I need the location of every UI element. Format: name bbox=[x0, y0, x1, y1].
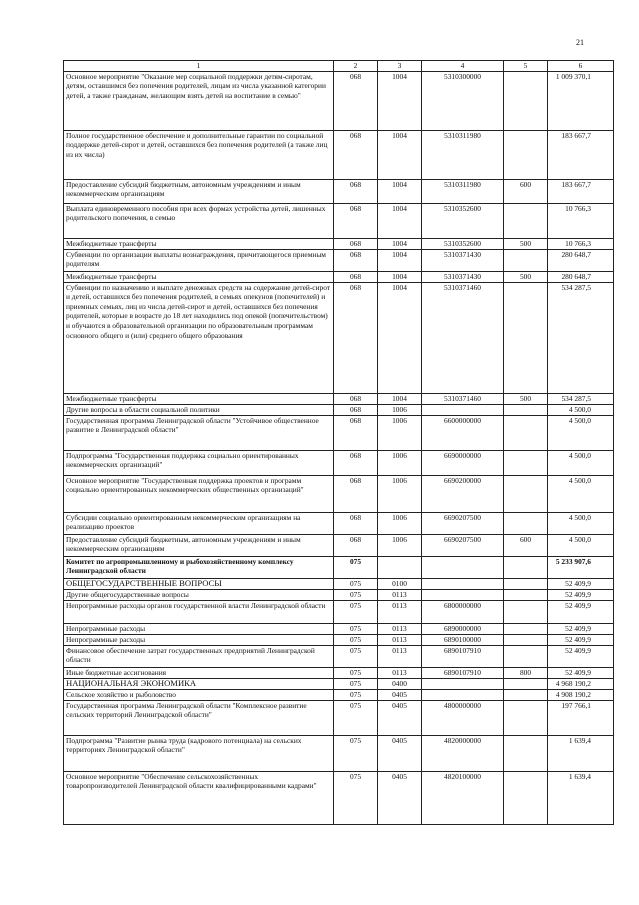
row-name: ОБЩЕГОСУДАРСТВЕННЫЕ ВОПРОСЫ bbox=[64, 578, 334, 589]
table-row bbox=[64, 203, 614, 238]
row-name: Субвенции по назначению и выплате денежных средств на содержание детей-сирот и детей, оставшихся без попечения родителей, в семьях опекунов (попечителей) и приемных семьях, лиц из числа детей-сирот и детей, оставшихся без попечения родителей, которые в возрасте до 18 лет находились под опекой (попечительством) и обучаются в образовательной организации по образовательным программам основного общего и (или) среднего общего образования bbox=[64, 282, 334, 393]
row-section-code: 0113 bbox=[378, 645, 422, 667]
row-ministry-code: 068 bbox=[334, 249, 378, 271]
row-target-code bbox=[422, 589, 504, 600]
row-expense-type bbox=[504, 589, 548, 600]
row-target-code: 4820000000 bbox=[422, 735, 504, 771]
row-expense-type: 600 bbox=[504, 534, 548, 556]
row-name: Государственная программа Ленинградской области "Устойчивое общественное развитие в Ленинградской области" bbox=[64, 415, 334, 450]
row-amount: 10 766,3 bbox=[548, 238, 614, 249]
row-amount: 183 667,7 bbox=[548, 130, 614, 179]
table-row bbox=[64, 645, 614, 667]
row-ministry-code: 075 bbox=[334, 578, 378, 589]
row-ministry-code: 068 bbox=[334, 71, 378, 130]
row-name: Субсидии социально ориентированным некоммерческим организациям на реализацию проектов bbox=[64, 512, 334, 534]
row-ministry-code: 068 bbox=[334, 130, 378, 179]
row-name: Сельское хозяйство и рыболовство bbox=[64, 689, 334, 700]
header-cell: 1 bbox=[64, 61, 334, 72]
row-ministry-code: 075 bbox=[334, 689, 378, 700]
table-row bbox=[64, 556, 614, 578]
row-target-code: 6890000000 bbox=[422, 623, 504, 634]
row-section-code: 1004 bbox=[378, 271, 422, 282]
row-section-code: 1004 bbox=[378, 203, 422, 238]
row-target-code bbox=[422, 678, 504, 689]
row-target-code bbox=[422, 689, 504, 700]
row-ministry-code: 068 bbox=[334, 203, 378, 238]
row-name: Подпрограмма "Государственная поддержка социально ориентированных некоммерческих организаций" bbox=[64, 450, 334, 475]
row-amount: 534 287,5 bbox=[548, 282, 614, 393]
row-expense-type bbox=[504, 415, 548, 450]
row-section-code: 0113 bbox=[378, 589, 422, 600]
row-ministry-code: 075 bbox=[334, 556, 378, 578]
row-expense-type bbox=[504, 475, 548, 512]
row-section-code: 1004 bbox=[378, 282, 422, 393]
table-row bbox=[64, 623, 614, 634]
row-section-code: 0113 bbox=[378, 600, 422, 623]
row-ministry-code: 075 bbox=[334, 735, 378, 771]
table-row bbox=[64, 735, 614, 771]
header-cell: 4 bbox=[422, 61, 504, 72]
row-section-code: 1006 bbox=[378, 404, 422, 415]
table-row bbox=[64, 512, 614, 534]
header-row bbox=[64, 61, 614, 72]
row-amount: 52 409,9 bbox=[548, 667, 614, 678]
row-ministry-code: 075 bbox=[334, 678, 378, 689]
row-target-code: 6800000000 bbox=[422, 600, 504, 623]
row-ministry-code: 068 bbox=[334, 271, 378, 282]
row-target-code: 6690000000 bbox=[422, 450, 504, 475]
row-name: Выплата единовременного пособия при всех формах устройства детей, лишенных родительского попечения, в семью bbox=[64, 203, 334, 238]
table-row bbox=[64, 130, 614, 179]
table-row bbox=[64, 475, 614, 512]
table-row bbox=[64, 589, 614, 600]
row-ministry-code: 068 bbox=[334, 512, 378, 534]
row-ministry-code: 068 bbox=[334, 415, 378, 450]
row-name: Полное государственное обеспечение и дополнительные гарантии по социальной поддержке детей-сирот и детей, оставшихся без попечения родителей (а также лиц из их числа) bbox=[64, 130, 334, 179]
row-amount: 4 500,0 bbox=[548, 475, 614, 512]
row-name: Основное мероприятие "Обеспечение сельскохозяйственных товаропроизводителей Ленинградской области квалифицированными кадрами" bbox=[64, 771, 334, 824]
row-section-code: 0405 bbox=[378, 771, 422, 824]
row-expense-type: 600 bbox=[504, 179, 548, 203]
table-row bbox=[64, 179, 614, 203]
row-expense-type bbox=[504, 678, 548, 689]
row-target-code: 5310371460 bbox=[422, 282, 504, 393]
header-cell: 2 bbox=[334, 61, 378, 72]
row-expense-type bbox=[504, 450, 548, 475]
row-section-code: 0405 bbox=[378, 689, 422, 700]
row-name: Межбюджетные трансферты bbox=[64, 238, 334, 249]
row-section-code bbox=[378, 556, 422, 578]
row-target-code bbox=[422, 556, 504, 578]
row-amount: 4 968 190,2 bbox=[548, 678, 614, 689]
row-expense-type bbox=[504, 71, 548, 130]
row-target-code: 6690207500 bbox=[422, 512, 504, 534]
row-section-code: 1004 bbox=[378, 249, 422, 271]
row-ministry-code: 068 bbox=[334, 179, 378, 203]
row-name: Межбюджетные трансферты bbox=[64, 393, 334, 404]
row-ministry-code: 075 bbox=[334, 771, 378, 824]
row-amount: 280 648,7 bbox=[548, 249, 614, 271]
row-ministry-code: 068 bbox=[334, 282, 378, 393]
table-row bbox=[64, 667, 614, 678]
row-expense-type bbox=[504, 735, 548, 771]
table-row bbox=[64, 634, 614, 645]
row-amount: 183 667,7 bbox=[548, 179, 614, 203]
row-section-code: 1006 bbox=[378, 512, 422, 534]
row-expense-type bbox=[504, 645, 548, 667]
row-amount: 197 766,1 bbox=[548, 700, 614, 735]
row-expense-type bbox=[504, 512, 548, 534]
row-section-code: 0405 bbox=[378, 700, 422, 735]
row-ministry-code: 068 bbox=[334, 534, 378, 556]
row-amount: 4 500,0 bbox=[548, 534, 614, 556]
row-ministry-code: 075 bbox=[334, 589, 378, 600]
row-ministry-code: 075 bbox=[334, 667, 378, 678]
row-name: Другие вопросы в области социальной политики bbox=[64, 404, 334, 415]
row-target-code: 5310311980 bbox=[422, 179, 504, 203]
row-amount: 52 409,9 bbox=[548, 589, 614, 600]
row-target-code: 6890100000 bbox=[422, 634, 504, 645]
row-section-code: 1004 bbox=[378, 393, 422, 404]
row-expense-type bbox=[504, 249, 548, 271]
row-amount: 1 639,4 bbox=[548, 735, 614, 771]
table-row bbox=[64, 600, 614, 623]
row-name: Межбюджетные трансферты bbox=[64, 271, 334, 282]
row-expense-type bbox=[504, 771, 548, 824]
table-row bbox=[64, 578, 614, 589]
row-section-code: 1006 bbox=[378, 475, 422, 512]
row-expense-type: 500 bbox=[504, 393, 548, 404]
row-target-code: 5310371430 bbox=[422, 249, 504, 271]
row-name: Непрограммные расходы органов государственной власти Ленинградской области bbox=[64, 600, 334, 623]
row-amount: 4 500,0 bbox=[548, 404, 614, 415]
row-target-code: 4820100000 bbox=[422, 771, 504, 824]
row-section-code: 0100 bbox=[378, 578, 422, 589]
row-section-code: 0405 bbox=[378, 735, 422, 771]
row-ministry-code: 068 bbox=[334, 393, 378, 404]
row-amount: 52 409,9 bbox=[548, 645, 614, 667]
row-name: Комитет по агропромышленному и рыбохозяйственному комплексу Ленинградской области bbox=[64, 556, 334, 578]
row-amount: 52 409,9 bbox=[548, 578, 614, 589]
row-section-code: 1004 bbox=[378, 71, 422, 130]
table-row bbox=[64, 393, 614, 404]
row-expense-type bbox=[504, 203, 548, 238]
row-target-code: 5310371430 bbox=[422, 271, 504, 282]
row-name: Другие общегосударственные вопросы bbox=[64, 589, 334, 600]
row-section-code: 1004 bbox=[378, 130, 422, 179]
table-row bbox=[64, 534, 614, 556]
row-amount: 4 908 190,2 bbox=[548, 689, 614, 700]
row-name: Иные бюджетные ассигнования bbox=[64, 667, 334, 678]
row-amount: 52 409,9 bbox=[548, 634, 614, 645]
row-expense-type: 500 bbox=[504, 271, 548, 282]
row-ministry-code: 068 bbox=[334, 238, 378, 249]
table-row bbox=[64, 678, 614, 689]
table-row bbox=[64, 450, 614, 475]
row-name: Основное мероприятие "Государственная поддержка проектов и программ социально ориентированных некоммерческих общественных организаций" bbox=[64, 475, 334, 512]
row-amount: 4 500,0 bbox=[548, 512, 614, 534]
row-section-code: 1006 bbox=[378, 450, 422, 475]
row-name: Предоставление субсидий бюджетным, автономным учреждениям и иным некоммерческим организациям bbox=[64, 179, 334, 203]
row-section-code: 0400 bbox=[378, 678, 422, 689]
row-expense-type bbox=[504, 634, 548, 645]
row-target-code: 5310352600 bbox=[422, 203, 504, 238]
row-expense-type bbox=[504, 689, 548, 700]
header-cell: 3 bbox=[378, 61, 422, 72]
table-row bbox=[64, 689, 614, 700]
row-expense-type bbox=[504, 404, 548, 415]
row-amount: 10 766,3 bbox=[548, 203, 614, 238]
row-target-code: 6890107910 bbox=[422, 645, 504, 667]
row-ministry-code: 068 bbox=[334, 404, 378, 415]
table-row bbox=[64, 282, 614, 393]
row-name: Предоставление субсидий бюджетным, автономным учреждениям и иным некоммерческим организациям bbox=[64, 534, 334, 556]
row-amount: 52 409,9 bbox=[548, 623, 614, 634]
row-target-code: 6600000000 bbox=[422, 415, 504, 450]
row-expense-type bbox=[504, 600, 548, 623]
row-expense-type bbox=[504, 282, 548, 393]
table-row bbox=[64, 700, 614, 735]
row-section-code: 1004 bbox=[378, 179, 422, 203]
row-amount: 52 409,9 bbox=[548, 600, 614, 623]
row-target-code: 5310311980 bbox=[422, 130, 504, 179]
row-name: Подпрограмма "Развитие рынка труда (кадрового потенциала) на сельских территориях Ленинградской области" bbox=[64, 735, 334, 771]
row-ministry-code: 068 bbox=[334, 450, 378, 475]
table-row bbox=[64, 415, 614, 450]
header-cell: 6 bbox=[548, 61, 614, 72]
table-row bbox=[64, 71, 614, 130]
budget-table bbox=[63, 60, 614, 825]
row-section-code: 1006 bbox=[378, 534, 422, 556]
row-ministry-code: 068 bbox=[334, 475, 378, 512]
row-expense-type bbox=[504, 556, 548, 578]
row-amount: 534 287,5 bbox=[548, 393, 614, 404]
page-number: 21 bbox=[576, 38, 584, 47]
table-row bbox=[64, 238, 614, 249]
row-amount: 5 233 907,6 bbox=[548, 556, 614, 578]
row-name: Государственная программа Ленинградской области "Комплексное развитие сельских территорий Ленинградской области" bbox=[64, 700, 334, 735]
row-target-code: 5310300000 bbox=[422, 71, 504, 130]
row-ministry-code: 075 bbox=[334, 634, 378, 645]
row-section-code: 1006 bbox=[378, 415, 422, 450]
row-expense-type: 800 bbox=[504, 667, 548, 678]
row-ministry-code: 075 bbox=[334, 700, 378, 735]
row-name: Финансовое обеспечение затрат государственных предприятий Ленинградской области bbox=[64, 645, 334, 667]
row-ministry-code: 075 bbox=[334, 600, 378, 623]
row-expense-type: 500 bbox=[504, 238, 548, 249]
row-expense-type bbox=[504, 578, 548, 589]
row-amount: 1 009 370,1 bbox=[548, 71, 614, 130]
row-name: НАЦИОНАЛЬНАЯ ЭКОНОМИКА bbox=[64, 678, 334, 689]
row-section-code: 0113 bbox=[378, 634, 422, 645]
row-target-code: 6890107910 bbox=[422, 667, 504, 678]
row-amount: 280 648,7 bbox=[548, 271, 614, 282]
row-expense-type bbox=[504, 700, 548, 735]
row-name: Основное мероприятие "Оказание мер социальной поддержки детям-сиротам, детям, оставшимся без попечения родителей, лицам из числа указанной категории детей, а также гражданам, желающим взять детей на воспитание в семью" bbox=[64, 71, 334, 130]
row-name: Непрограммные расходы bbox=[64, 634, 334, 645]
table-row bbox=[64, 404, 614, 415]
table-row bbox=[64, 271, 614, 282]
row-name: Непрограммные расходы bbox=[64, 623, 334, 634]
row-section-code: 1004 bbox=[378, 238, 422, 249]
table-row bbox=[64, 249, 614, 271]
row-target-code: 6690207500 bbox=[422, 534, 504, 556]
row-expense-type bbox=[504, 130, 548, 179]
header-cell: 5 bbox=[504, 61, 548, 72]
table-row bbox=[64, 771, 614, 824]
row-ministry-code: 075 bbox=[334, 645, 378, 667]
row-expense-type bbox=[504, 623, 548, 634]
row-target-code: 6690200000 bbox=[422, 475, 504, 512]
row-section-code: 0113 bbox=[378, 623, 422, 634]
row-amount: 1 639,4 bbox=[548, 771, 614, 824]
row-amount: 4 500,0 bbox=[548, 415, 614, 450]
row-amount: 4 500,0 bbox=[548, 450, 614, 475]
row-ministry-code: 075 bbox=[334, 623, 378, 634]
row-section-code: 0113 bbox=[378, 667, 422, 678]
row-target-code: 5310352600 bbox=[422, 238, 504, 249]
row-target-code: 5310371460 bbox=[422, 393, 504, 404]
row-target-code: 4800000000 bbox=[422, 700, 504, 735]
row-name: Субвенции по организации выплаты вознаграждения, причитающегося приемным родителям bbox=[64, 249, 334, 271]
row-target-code bbox=[422, 578, 504, 589]
row-target-code bbox=[422, 404, 504, 415]
